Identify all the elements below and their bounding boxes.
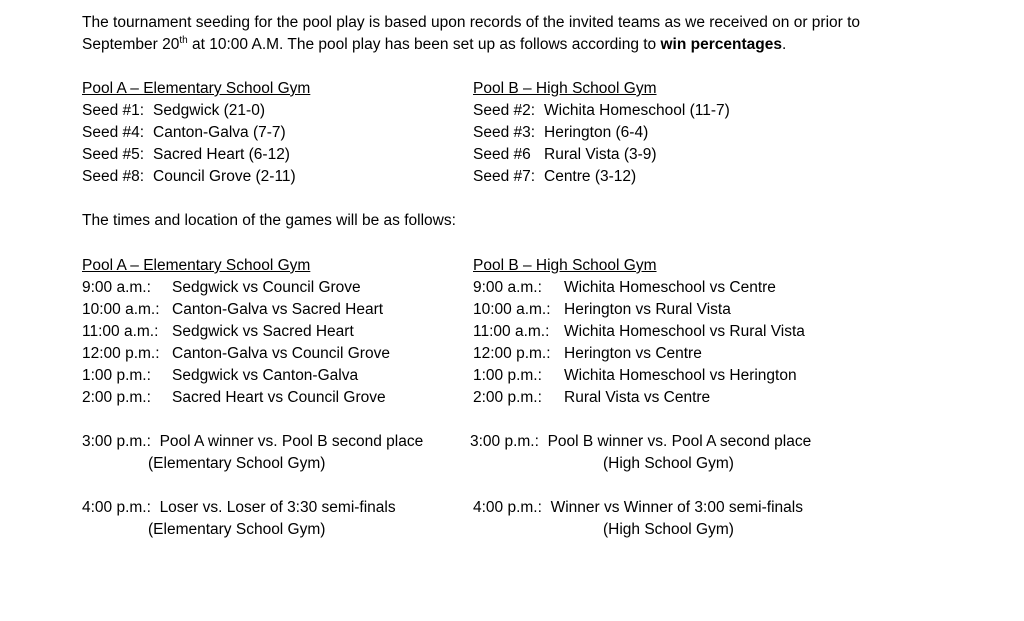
seed-label: Seed #8:: [82, 168, 145, 185]
game-match: Canton-Galva vs Council Grove: [172, 345, 390, 362]
semifinal-a-location: (Elementary School Gym): [148, 455, 326, 472]
game-time: 1:00 p.m.:: [82, 367, 151, 384]
schedule-pool-a-heading: Pool A – Elementary School Gym: [82, 257, 311, 274]
intro-paragraph: [82, 12, 982, 56]
game-row: [82, 387, 386, 409]
intro-bold-text: win percentages: [660, 36, 782, 53]
final-a-location: (Elementary School Gym): [148, 521, 326, 538]
game-match: Herington vs Centre: [564, 345, 702, 362]
final-b-location: (High School Gym): [603, 521, 734, 538]
intro-middle-text: at 10:00 A.M. The pool play has been set up as follows according to: [187, 36, 661, 53]
intro-line-2: [82, 34, 982, 56]
game-time: 11:00 a.m.:: [473, 323, 550, 340]
seed-row: [473, 166, 636, 188]
intro-date: September 20: [82, 36, 180, 53]
intro-line-1: The tournament seeding for the pool play is based upon records of the invited teams as we received on or prior to: [82, 14, 861, 31]
game-time: 12:00 p.m.:: [82, 345, 160, 362]
seed-label: Seed #3:: [473, 124, 536, 141]
seed-label: Seed #6: [473, 146, 531, 163]
game-row: [82, 343, 390, 365]
seed-row: [82, 100, 265, 122]
game-match: Sedgwick vs Council Grove: [172, 279, 361, 296]
semifinal-b-row: [470, 431, 811, 453]
seed-team: Rural Vista (3-9): [544, 146, 657, 163]
game-time: 1:00 p.m.:: [473, 367, 542, 384]
seed-team: Wichita Homeschool (11-7): [544, 102, 730, 119]
seeding-pool-b-heading: Pool B – High School Gym: [473, 80, 657, 97]
seed-label: Seed #1:: [82, 102, 145, 119]
seed-team: Centre (3-12): [544, 168, 637, 185]
semifinal-a-row: [82, 431, 423, 453]
seed-team: Sedgwick (21-0): [153, 102, 265, 119]
schedule-pool-b-heading: Pool B – High School Gym: [473, 257, 657, 274]
seeding-pool-a-heading: Pool A – Elementary School Gym: [82, 80, 311, 97]
game-time: 2:00 p.m.:: [473, 389, 542, 406]
game-row: [473, 365, 797, 387]
game-match: Wichita Homeschool vs Centre: [564, 279, 776, 296]
game-time: 11:00 a.m.:: [82, 323, 159, 340]
game-match: Herington vs Rural Vista: [564, 301, 731, 318]
semifinal-b-time: 3:00 p.m.:: [470, 433, 539, 450]
seed-row: [473, 144, 657, 166]
game-match: Wichita Homeschool vs Rural Vista: [564, 323, 805, 340]
seed-team: Sacred Heart (6-12): [153, 146, 290, 163]
game-match: Sedgwick vs Sacred Heart: [172, 323, 354, 340]
seed-team: Canton-Galva (7-7): [153, 124, 286, 141]
game-row: [473, 299, 731, 321]
game-row: [82, 277, 361, 299]
game-match: Sedgwick vs Canton-Galva: [172, 367, 359, 384]
game-time: 9:00 a.m.:: [473, 279, 542, 296]
seed-row: [82, 122, 286, 144]
game-row: [82, 299, 383, 321]
game-row: [82, 365, 358, 387]
game-row: [82, 321, 354, 343]
seed-row: [473, 100, 730, 122]
final-a-match: Loser vs. Loser of 3:30 semi-finals: [159, 499, 396, 516]
seed-label: Seed #4:: [82, 124, 145, 141]
game-match: Wichita Homeschool vs Herington: [564, 367, 797, 384]
game-row: [473, 387, 710, 409]
game-row: [473, 277, 776, 299]
final-a-time: 4:00 p.m.:: [82, 499, 151, 516]
final-b-time: 4:00 p.m.:: [473, 499, 542, 516]
intro-date-suffix: th: [179, 34, 188, 46]
semifinal-b-match: Pool B winner vs. Pool A second place: [547, 433, 812, 450]
seed-row: [82, 144, 290, 166]
game-row: [473, 343, 702, 365]
final-b-match: Winner vs Winner of 3:00 semi-finals: [550, 499, 803, 516]
game-row: [473, 321, 805, 343]
seed-row: [473, 122, 648, 144]
final-a-row: [82, 497, 396, 519]
intro-period: .: [781, 36, 787, 53]
game-match: Canton-Galva vs Sacred Heart: [172, 301, 384, 318]
semifinal-a-match: Pool A winner vs. Pool B second place: [159, 433, 424, 450]
game-time: 10:00 a.m.:: [473, 301, 551, 318]
final-b-row: [473, 497, 803, 519]
seed-team: Herington (6-4): [544, 124, 649, 141]
seed-label: Seed #7:: [473, 168, 536, 185]
seed-label: Seed #2:: [473, 102, 536, 119]
seed-row: [82, 166, 296, 188]
semifinal-a-time: 3:00 p.m.:: [82, 433, 151, 450]
game-time: 9:00 a.m.:: [82, 279, 151, 296]
seed-team: Council Grove (2-11): [153, 168, 296, 185]
game-time: 2:00 p.m.:: [82, 389, 151, 406]
game-time: 12:00 p.m.:: [473, 345, 551, 362]
semifinal-b-location: (High School Gym): [603, 455, 734, 472]
times-intro: The times and location of the games will be as follows:: [82, 212, 456, 229]
game-match: Sacred Heart vs Council Grove: [172, 389, 386, 406]
seed-label: Seed #5:: [82, 146, 145, 163]
game-match: Rural Vista vs Centre: [564, 389, 711, 406]
game-time: 10:00 a.m.:: [82, 301, 160, 318]
